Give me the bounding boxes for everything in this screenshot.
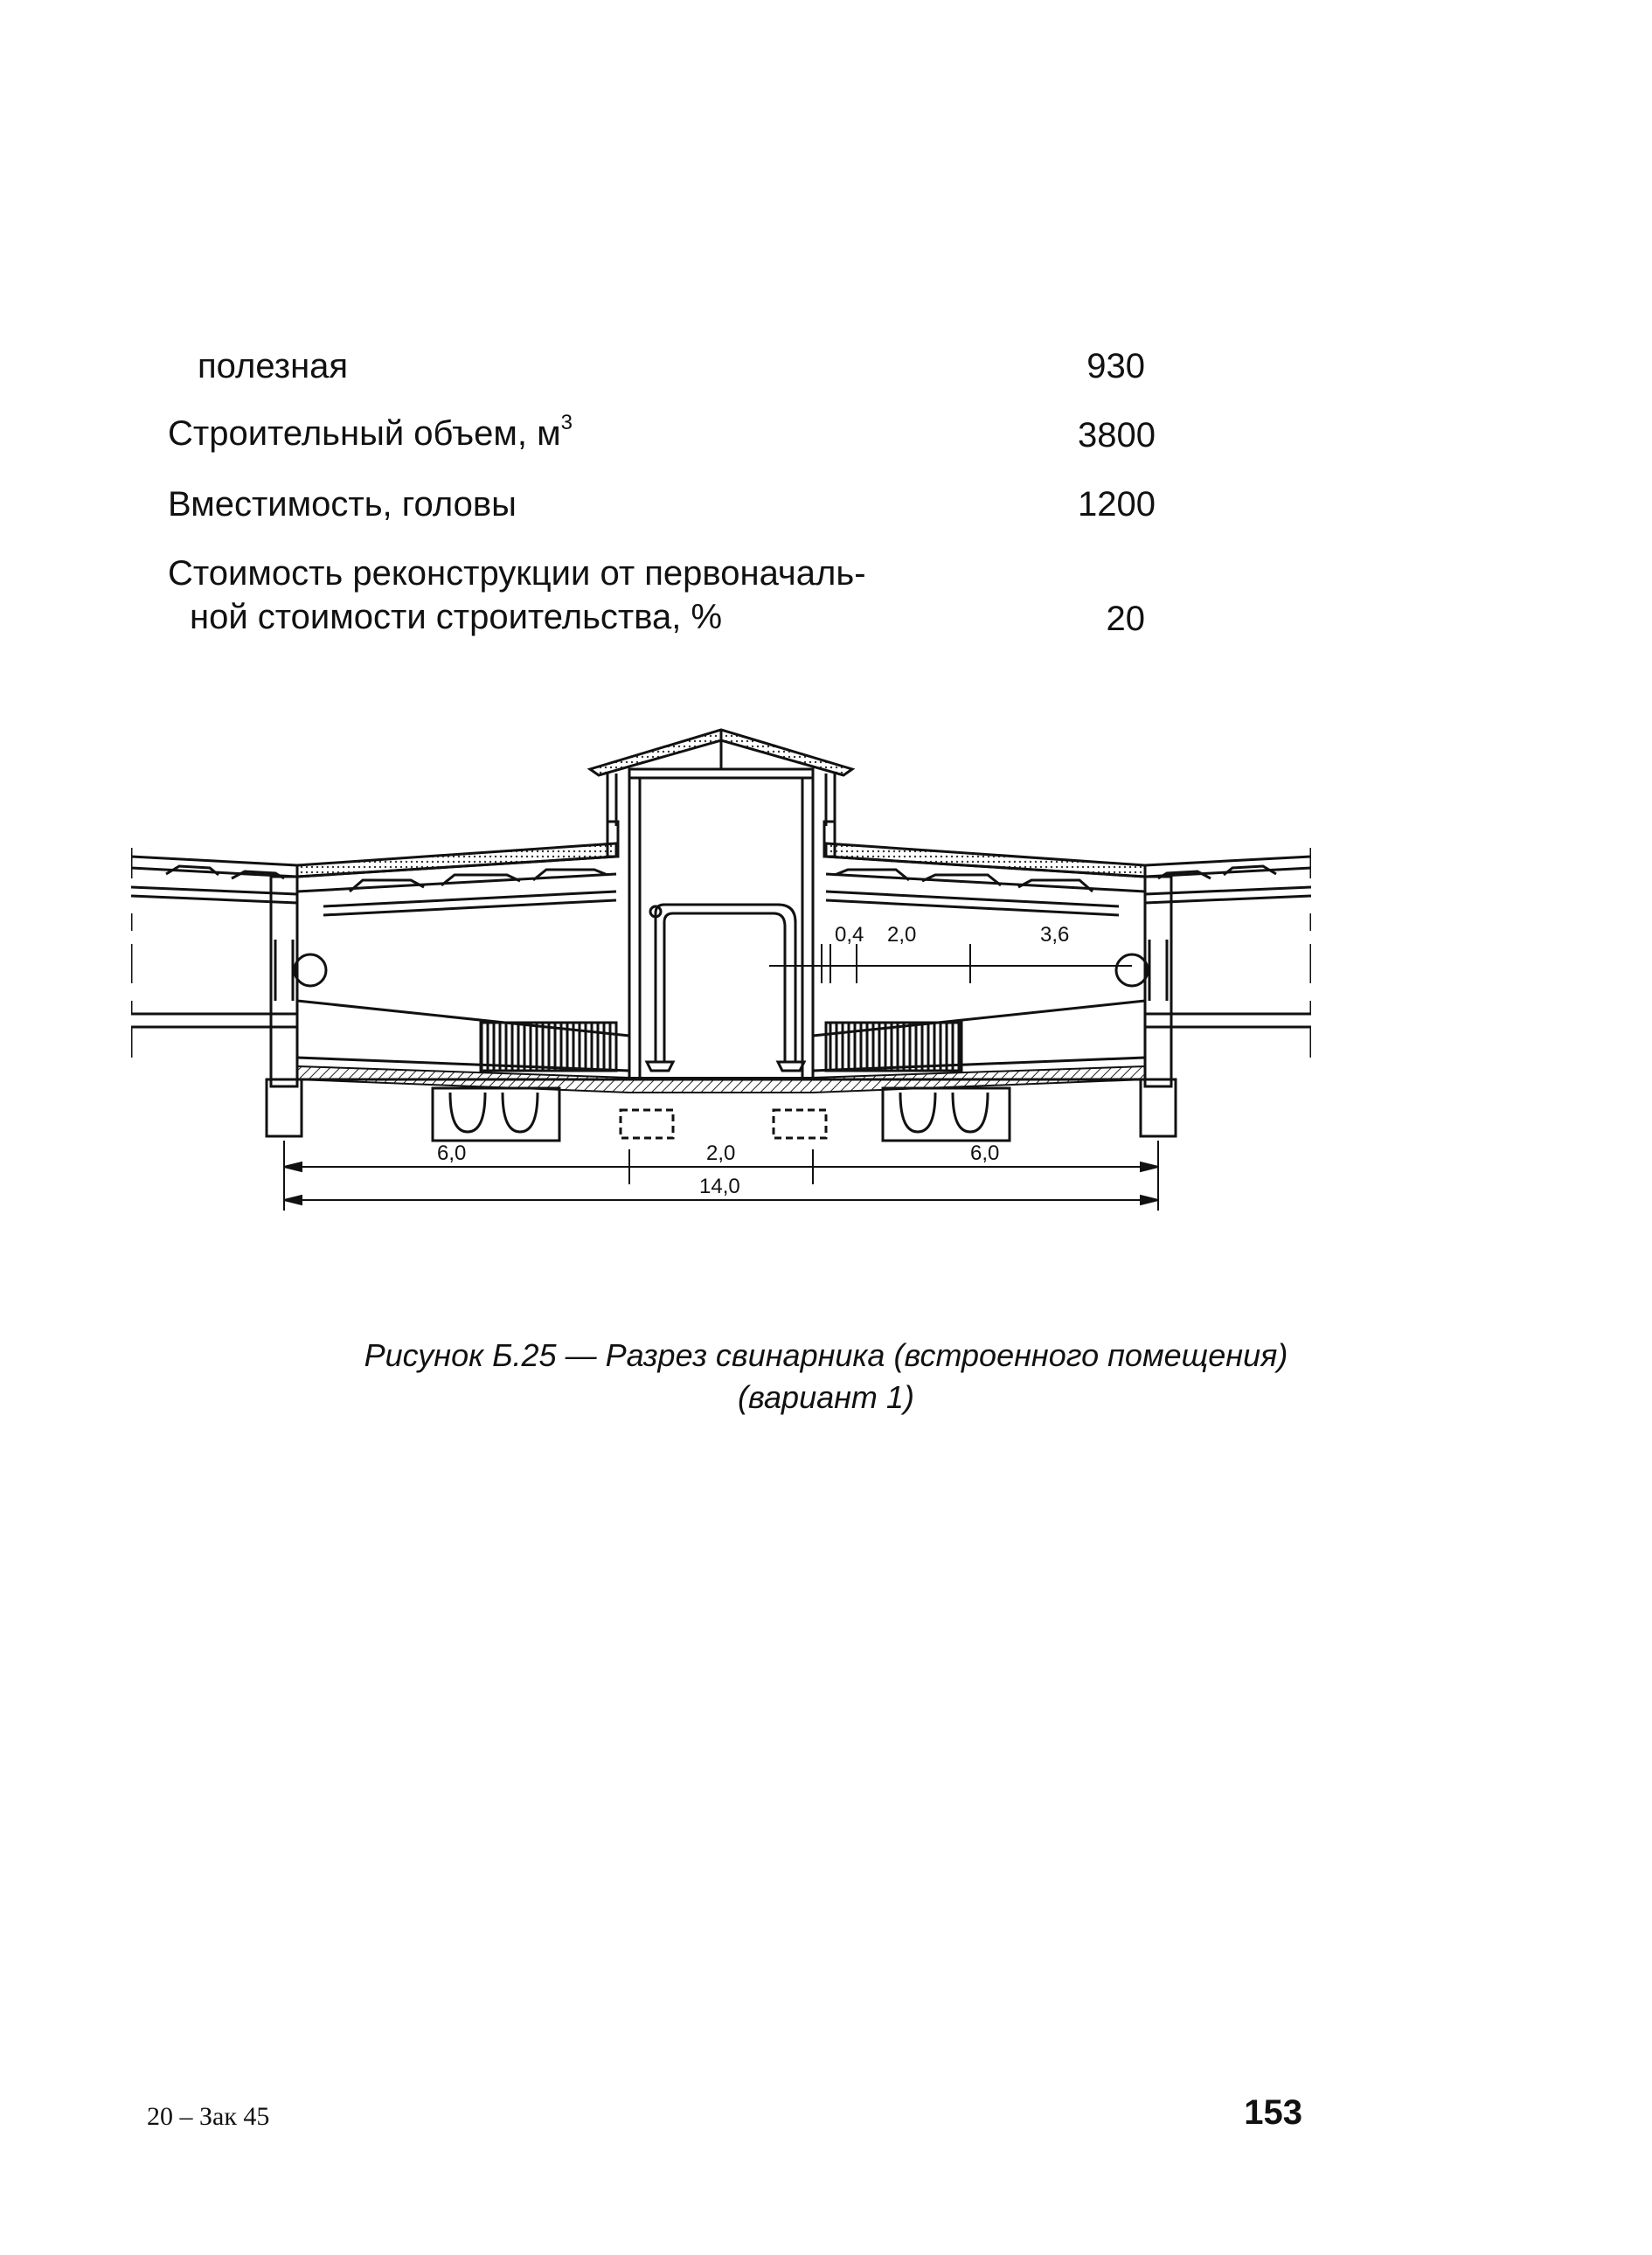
row-cost-value: 20 [1106,600,1145,638]
row-useful-value: 930 [1086,347,1145,385]
row-capacity-label: Вместимость, головы [168,485,517,524]
manure-channels [433,1088,1010,1141]
footer-order-mark: 20 – Зак 45 [147,2102,270,2131]
row-cost-label-1: Стоимость реконструкции от первоначаль- [168,554,866,593]
dim-14-0: 14,0 [699,1175,740,1198]
row-volume-text: Строительный объем, м [168,414,561,453]
dim-2-0-top: 2,0 [887,923,917,947]
dim-3-6: 3,6 [1040,923,1070,947]
row-volume-sup: 3 [560,411,573,434]
dim-0-4: 0,4 [835,923,864,947]
figure-caption-line1: Рисунок Б.25 — Разрез свинарника (встроенного помещения) [364,1337,1288,1373]
columns [267,877,1176,1136]
row-volume-label [168,413,573,454]
row-cost-label-2: ной стоимости строительства, % [190,598,723,636]
dim-6-0-left: 6,0 [437,1141,467,1165]
top-dimension [769,944,1132,983]
dim-6-0-right: 6,0 [970,1141,1000,1165]
figure-caption-line2: (вариант 1) [738,1379,914,1415]
row-useful-label: полезная [198,347,349,385]
page-number: 153 [1244,2093,1302,2132]
dim-2-0-mid: 2,0 [706,1141,736,1165]
row-capacity-value: 1200 [1078,485,1156,524]
ventilation-pipes [647,905,804,1071]
row-volume-value: 3800 [1078,416,1156,454]
pigsty-section-drawing [131,712,1311,1254]
